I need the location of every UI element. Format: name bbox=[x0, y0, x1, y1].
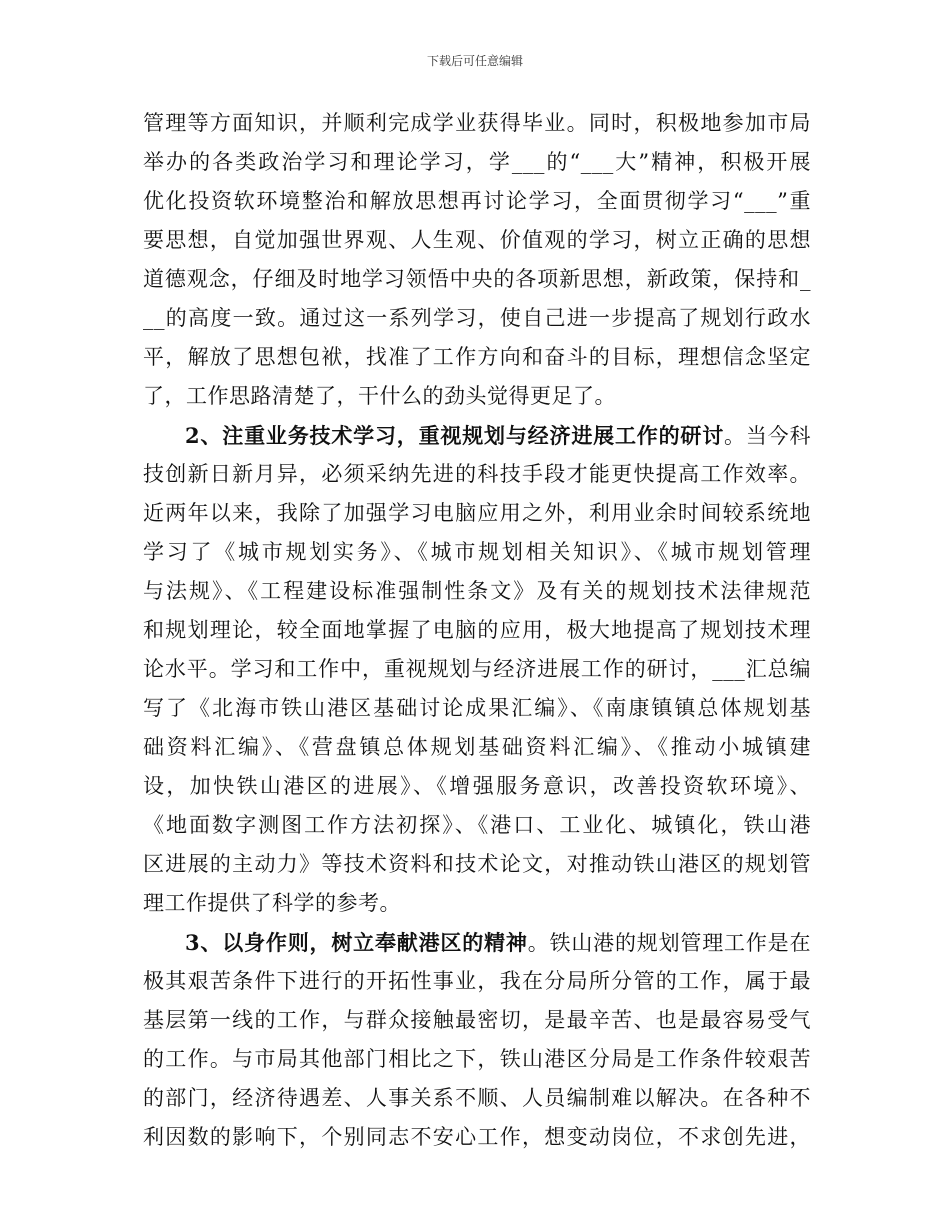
text-line: 道德观念，仔细及时地学习领悟中央的各项新思想，新政策，保持和_ bbox=[143, 267, 811, 291]
text-line: 了，工作思路清楚了，干什么的劲头觉得更足了。 bbox=[143, 384, 616, 408]
text-line: 础资料汇编》、《营盘镇总体规划基础资料汇编》、《推动小城镇建 bbox=[143, 735, 811, 759]
text-line: 举办的各类政治学习和理论学习，学___的“___大”精神，积极开展 bbox=[143, 150, 811, 174]
text-line: 利因数的影响下，个别同志不安心工作，想变动岗位，不求创先进， bbox=[143, 1125, 811, 1149]
text-line: __的高度一致。通过这一系列学习，使自己进一步提高了规划行政水 bbox=[143, 306, 811, 330]
document-body bbox=[143, 104, 811, 1157]
paragraph-heading-line bbox=[143, 416, 811, 455]
text-line: 论水平。学习和工作中，重视规划与经济进展工作的研讨，___汇总编 bbox=[143, 657, 811, 681]
text-line: 的工作。与市局其他部门相比之下，铁山港区分局是工作条件较艰苦 bbox=[143, 1047, 811, 1071]
text-line: 技创新日新月异，必须采纳先进的科技手段才能更快提高工作效率。 bbox=[143, 462, 811, 486]
text-line: 写了《北海市铁山港区基础讨论成果汇编》、《南康镇镇总体规划基 bbox=[143, 696, 811, 720]
paragraph-3 bbox=[143, 923, 811, 1157]
text-line: 极其艰苦条件下进行的开拓性事业，我在分局所分管的工作，属于最 bbox=[143, 969, 811, 993]
text-line: 理工作提供了科学的参考。 bbox=[143, 891, 401, 915]
text-line: 《地面数字测图工作方法初探》、《港口、工业化、城镇化，铁山港 bbox=[143, 813, 811, 837]
text-line: 平，解放了思想包袱，找准了工作方向和奋斗的目标，理想信念坚定 bbox=[143, 345, 811, 369]
text-line: 基层第一线的工作，与群众接触最密切，是最辛苦、也是最容易受气 bbox=[143, 1008, 811, 1032]
text-line: 的部门，经济待遇差、人事关系不顺、人员编制难以解决。在各种不 bbox=[143, 1086, 811, 1110]
text-line: 设，加快铁山港区的进展》、《增强服务意识，改善投资软环境》、 bbox=[143, 774, 811, 798]
text-line: 优化投资软环境整治和解放思想再讨论学习，全面贯彻学习“___”重 bbox=[143, 189, 811, 213]
paragraph-heading-line bbox=[143, 923, 811, 962]
paragraph-heading: 2、注重业务技术学习，重视规划与经济进展工作的研讨 bbox=[185, 423, 725, 448]
text-line: 区进展的主动力》等技术资料和技术论文，对推动铁山港区的规划管 bbox=[143, 852, 811, 876]
paragraph-1 bbox=[143, 104, 811, 416]
text-line: 近两年以来，我除了加强学习电脑应用之外，利用业余时间较系统地 bbox=[143, 501, 811, 525]
text-line: 学习了《城市规划实务》、《城市规划相关知识》、《城市规划管理 bbox=[143, 540, 811, 564]
paragraph-2 bbox=[143, 416, 811, 923]
heading-line-rest: 。当今科 bbox=[724, 424, 811, 448]
text-line: 和规划理论，较全面地掌握了电脑的应用，极大地提高了规划技术理 bbox=[143, 618, 811, 642]
text-line: 管理等方面知识，并顺利完成学业获得毕业。同时，积极地参加市局 bbox=[143, 111, 811, 135]
text-line: 与法规》、《工程建设标准强制性条文》及有关的规划技术法律规范 bbox=[143, 579, 811, 603]
heading-line-rest: 。铁山港的规划管理工作是在 bbox=[527, 931, 811, 955]
text-line: 要思想，自觉加强世界观、人生观、价值观的学习，树立正确的思想 bbox=[143, 228, 811, 252]
page-header: 下载后可任意编辑 bbox=[426, 54, 523, 68]
paragraph-heading: 3、以身作则，树立奉献港区的精神 bbox=[185, 930, 528, 955]
